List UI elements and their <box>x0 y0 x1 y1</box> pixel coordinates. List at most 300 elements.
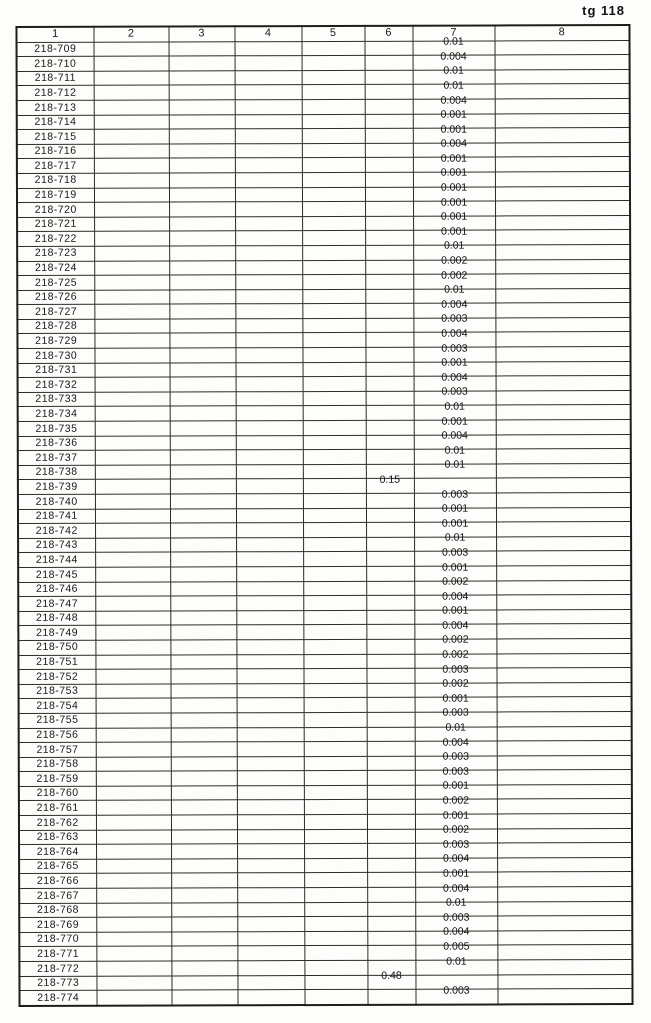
empty-cell <box>304 887 367 902</box>
empty-cell <box>302 158 365 173</box>
row-id-cell <box>17 217 94 232</box>
empty-cell <box>169 348 235 363</box>
row-id-cell <box>18 407 95 422</box>
empty-cell <box>236 552 303 567</box>
row-id-text: 218-774 <box>37 991 80 1004</box>
row-id-cell <box>17 159 94 174</box>
empty-cell <box>237 727 304 742</box>
value-text-col7: 0.01 <box>444 531 466 544</box>
empty-cell <box>237 888 304 903</box>
value-cell-col6 <box>365 55 413 70</box>
row-id-cell <box>17 56 94 71</box>
empty-cell <box>495 55 630 70</box>
empty-cell <box>302 70 365 85</box>
empty-cell <box>235 348 302 363</box>
row-id-text: 218-739 <box>35 480 78 493</box>
empty-cell <box>169 289 235 304</box>
value-text-col7: 0.004 <box>440 50 467 63</box>
empty-cell <box>496 405 631 420</box>
row-id-text: 218-724 <box>34 261 78 274</box>
empty-cell <box>236 581 303 596</box>
empty-cell <box>303 391 366 406</box>
value-cell-col6 <box>366 668 414 683</box>
empty-cell <box>235 202 302 217</box>
row-id-cell <box>18 640 95 655</box>
row-id-text: 218-728 <box>35 320 78 333</box>
row-id-text: 218-717 <box>34 159 77 172</box>
row-id-cell <box>17 115 94 130</box>
value-text-col7: 0.01 <box>446 955 467 968</box>
empty-cell <box>169 41 235 56</box>
empty-cell <box>237 931 304 946</box>
value-text-col6: 0.48 <box>381 969 402 982</box>
empty-cell <box>495 69 630 84</box>
empty-cell <box>237 873 304 888</box>
row-id-text: 218-740 <box>35 495 78 508</box>
row-id-cell <box>19 786 96 801</box>
value-cell-col6 <box>365 231 413 246</box>
empty-cell <box>96 815 171 830</box>
empty-cell <box>94 319 169 334</box>
value-text-col7: 0.004 <box>442 590 469 603</box>
row-id-cell <box>18 567 95 582</box>
empty-cell <box>497 857 632 872</box>
empty-cell <box>303 377 366 392</box>
value-cell-col6 <box>366 493 414 508</box>
empty-cell <box>303 406 366 421</box>
empty-cell <box>495 99 630 114</box>
empty-cell <box>236 625 303 640</box>
value-text-col7: 0.001 <box>440 181 468 194</box>
column-header: 8 <box>494 25 629 41</box>
row-id-cell <box>17 246 94 261</box>
empty-cell <box>495 274 630 289</box>
value-cell-col6 <box>365 216 413 231</box>
empty-cell <box>497 960 632 975</box>
empty-cell <box>169 129 235 144</box>
empty-cell <box>170 640 236 655</box>
value-text-col7: 0.01 <box>443 79 464 92</box>
value-text-col7: 0.01 <box>443 64 464 77</box>
empty-cell <box>96 727 171 742</box>
empty-cell <box>304 756 367 771</box>
value-text-col7: 0.003 <box>442 765 469 778</box>
value-text-col7: 0.003 <box>441 488 469 501</box>
empty-cell <box>496 449 631 464</box>
empty-cell <box>497 755 632 770</box>
empty-cell <box>96 830 171 845</box>
empty-cell <box>497 916 632 931</box>
empty-cell <box>304 698 367 713</box>
value-cell-col6 <box>367 902 415 917</box>
value-cell-col6 <box>366 537 414 552</box>
empty-cell <box>171 727 237 742</box>
row-id-cell <box>17 188 94 203</box>
empty-cell <box>497 887 632 902</box>
value-text-col6: 0.15 <box>379 473 401 486</box>
row-id-cell <box>18 377 95 392</box>
value-cell-col6 <box>366 420 414 435</box>
value-cell-col6 <box>365 70 413 85</box>
empty-cell <box>94 260 169 275</box>
row-id-cell <box>18 363 95 378</box>
value-text-col7: 0.003 <box>442 663 469 676</box>
value-text-col7: 0.001 <box>440 152 468 165</box>
empty-cell <box>236 435 303 450</box>
empty-cell <box>170 392 236 407</box>
row-id-cell <box>17 71 94 86</box>
empty-cell <box>495 157 630 172</box>
row-id-text: 218-761 <box>36 801 79 814</box>
empty-cell <box>496 507 631 522</box>
value-text-col7: 0.004 <box>442 619 469 632</box>
empty-cell <box>303 610 366 625</box>
value-cell-col6 <box>366 449 414 464</box>
empty-cell <box>94 158 169 173</box>
empty-cell <box>235 216 302 231</box>
row-id-text: 218-731 <box>35 363 78 377</box>
empty-cell <box>304 931 367 946</box>
empty-cell <box>237 815 304 830</box>
row-id-cell <box>17 173 94 188</box>
empty-cell <box>497 697 632 712</box>
empty-cell <box>95 363 170 378</box>
empty-cell <box>95 669 170 684</box>
empty-cell <box>96 990 171 1005</box>
table-row <box>19 989 632 1006</box>
row-id-cell <box>17 261 94 276</box>
row-id-cell <box>18 582 95 597</box>
empty-cell <box>496 566 631 581</box>
empty-cell <box>171 756 237 771</box>
value-cell-col6 <box>367 887 415 902</box>
empty-cell <box>170 523 236 538</box>
value-cell-col6 <box>367 756 415 771</box>
value-cell-col6 <box>366 639 414 654</box>
row-id-text: 218-746 <box>35 582 79 596</box>
row-id-text: 218-755 <box>36 714 79 727</box>
empty-cell <box>302 172 365 187</box>
empty-cell <box>302 333 365 348</box>
empty-cell <box>96 698 171 713</box>
value-cell-col6 <box>366 522 414 537</box>
empty-cell <box>495 347 630 362</box>
value-cell-col6 <box>365 201 413 216</box>
column-header: 7 <box>412 25 494 40</box>
empty-cell <box>304 960 367 975</box>
empty-cell <box>302 231 365 246</box>
value-cell-col6 <box>365 158 413 173</box>
empty-cell <box>303 464 366 479</box>
row-id-cell <box>17 100 94 115</box>
empty-cell <box>303 668 366 683</box>
empty-cell <box>95 479 170 494</box>
row-id-cell <box>17 348 94 363</box>
row-id-cell <box>19 961 96 976</box>
empty-cell <box>496 595 631 610</box>
empty-cell <box>95 552 170 567</box>
empty-cell <box>304 727 367 742</box>
empty-cell <box>302 114 365 129</box>
value-text-col7: 0.001 <box>441 517 469 530</box>
empty-cell <box>94 246 169 261</box>
empty-cell <box>94 304 169 319</box>
empty-cell <box>171 946 237 961</box>
empty-cell <box>235 245 302 260</box>
row-id-text: 218-757 <box>36 743 79 756</box>
value-cell-col6 <box>365 99 413 114</box>
empty-cell <box>96 742 171 757</box>
row-id-cell <box>19 947 96 962</box>
empty-cell <box>302 304 365 319</box>
value-text-col7: 0.003 <box>442 750 469 763</box>
empty-cell <box>171 786 237 801</box>
empty-cell <box>497 799 632 814</box>
empty-cell <box>169 202 235 217</box>
empty-cell <box>170 362 236 377</box>
empty-cell <box>495 201 630 216</box>
empty-cell <box>237 756 304 771</box>
value-text-col7: 0.001 <box>442 692 469 705</box>
value-cell-col6 <box>366 610 414 625</box>
empty-cell <box>169 333 235 348</box>
empty-cell <box>94 42 169 57</box>
empty-cell <box>302 318 365 333</box>
empty-cell <box>304 990 367 1005</box>
empty-cell <box>95 655 170 670</box>
empty-cell <box>235 41 302 56</box>
empty-cell <box>236 494 303 509</box>
empty-cell <box>95 640 170 655</box>
empty-cell <box>94 56 169 71</box>
scanned-table-region <box>15 24 633 1007</box>
empty-cell <box>304 785 367 800</box>
empty-cell <box>304 800 367 815</box>
empty-cell <box>237 742 304 757</box>
empty-cell <box>237 829 304 844</box>
value-cell-col6 <box>367 989 415 1004</box>
empty-cell <box>236 537 303 552</box>
value-text-col7: 0.001 <box>442 561 469 574</box>
row-id-cell <box>17 275 94 290</box>
row-id-text: 218-709 <box>34 42 77 56</box>
empty-cell <box>302 41 365 56</box>
value-text-col7: 0.001 <box>440 167 468 180</box>
value-text-col7: 0.001 <box>442 604 469 617</box>
empty-cell <box>303 581 366 596</box>
row-id-text: 218-762 <box>36 816 79 829</box>
row-id-cell <box>18 465 95 480</box>
empty-cell <box>94 217 169 232</box>
value-text-col7: 0.01 <box>445 896 467 909</box>
empty-cell <box>96 873 171 888</box>
empty-cell <box>302 187 365 202</box>
empty-cell <box>170 377 236 392</box>
empty-cell <box>496 624 631 639</box>
row-id-cell <box>18 436 95 451</box>
value-text-col7: 0.002 <box>442 677 469 690</box>
empty-cell <box>237 946 304 961</box>
column-header: 1 <box>16 27 93 42</box>
empty-cell <box>236 464 303 479</box>
empty-cell <box>495 84 630 99</box>
value-cell-col6 <box>367 946 415 961</box>
row-id-text: 218-727 <box>35 305 78 318</box>
value-cell-col6 <box>365 333 413 348</box>
empty-cell <box>169 260 235 275</box>
value-text-col7: 0.002 <box>442 575 469 588</box>
value-text-col7: 0.004 <box>443 882 470 895</box>
empty-cell <box>94 275 169 290</box>
empty-cell <box>495 171 630 186</box>
empty-cell <box>235 114 302 129</box>
empty-cell <box>303 493 366 508</box>
row-id-text: 218-766 <box>36 874 79 887</box>
empty-cell <box>170 654 236 669</box>
empty-cell <box>237 858 304 873</box>
empty-cell <box>235 56 302 71</box>
row-id-text: 218-742 <box>35 524 78 537</box>
empty-cell <box>96 713 171 728</box>
empty-cell <box>302 85 365 100</box>
value-text-col7: 0.002 <box>442 794 470 807</box>
row-id-text: 218-729 <box>35 334 78 347</box>
empty-cell <box>496 536 631 551</box>
row-id-text: 218-719 <box>34 188 77 201</box>
row-id-cell <box>18 480 95 495</box>
empty-cell <box>237 990 304 1005</box>
empty-cell <box>170 421 236 436</box>
empty-cell <box>497 784 632 799</box>
value-cell-col6 <box>366 552 414 567</box>
empty-cell <box>237 902 304 917</box>
value-cell-col6 <box>367 712 415 727</box>
empty-cell <box>497 945 632 960</box>
row-id-text: 218-764 <box>36 845 79 858</box>
empty-cell <box>235 304 302 319</box>
table-body <box>17 35 633 1006</box>
empty-cell <box>237 698 304 713</box>
row-id-cell <box>19 903 96 918</box>
row-id-cell <box>18 538 95 553</box>
empty-cell <box>235 100 302 115</box>
empty-cell <box>495 230 630 245</box>
empty-cell <box>497 682 632 697</box>
value-cell-col6 <box>366 654 414 669</box>
empty-cell <box>95 611 170 626</box>
row-id-cell <box>17 290 94 305</box>
empty-cell <box>170 567 236 582</box>
row-id-text: 218-750 <box>36 641 79 654</box>
empty-cell <box>496 376 631 391</box>
empty-cell <box>171 917 237 932</box>
empty-cell <box>237 975 304 990</box>
value-text-col7: 0.004 <box>443 925 470 938</box>
value-text-col7: 0.003 <box>441 546 469 559</box>
empty-cell <box>95 436 170 451</box>
value-cell-col6 <box>365 245 413 260</box>
empty-cell <box>170 465 236 480</box>
value-text-col7: 0.01 <box>444 458 466 471</box>
row-id-text: 218-745 <box>35 568 78 581</box>
row-id-text: 218-725 <box>34 276 78 289</box>
empty-cell <box>303 552 366 567</box>
row-id-text: 218-715 <box>34 130 77 143</box>
empty-cell <box>169 114 235 129</box>
row-id-cell <box>19 844 96 859</box>
empty-cell <box>171 742 237 757</box>
value-text-col7: 0.003 <box>443 911 470 924</box>
empty-cell <box>96 800 171 815</box>
empty-cell <box>95 450 170 465</box>
value-cell-col6 <box>367 785 415 800</box>
value-text-col7: 0.004 <box>441 298 468 311</box>
row-id-cell <box>18 655 95 670</box>
empty-cell <box>95 523 170 538</box>
value-cell-col6 <box>366 362 414 377</box>
empty-cell <box>235 231 302 246</box>
value-text-col7: 0.005 <box>443 940 470 953</box>
row-id-text: 218-735 <box>35 422 78 435</box>
empty-cell <box>303 420 366 435</box>
row-id-cell <box>17 305 94 320</box>
empty-cell <box>171 932 237 947</box>
empty-cell <box>236 654 303 669</box>
empty-cell <box>303 479 366 494</box>
empty-cell <box>171 844 237 859</box>
value-cell-col6 <box>367 683 415 698</box>
row-id-cell <box>18 523 95 538</box>
empty-cell <box>236 596 303 611</box>
row-id-text: 218-721 <box>34 218 77 231</box>
value-text-col7: 0.002 <box>441 254 468 267</box>
value-cell-col6 <box>366 376 414 391</box>
empty-cell <box>497 814 632 829</box>
empty-cell <box>304 771 367 786</box>
empty-cell <box>495 128 630 143</box>
value-text-col7: 0.003 <box>441 342 468 355</box>
row-id-text: 218-759 <box>36 772 79 785</box>
empty-cell <box>171 859 237 874</box>
empty-cell <box>170 625 236 640</box>
empty-cell <box>495 113 630 128</box>
value-text-col7: 0.003 <box>441 312 468 326</box>
empty-cell <box>169 158 235 173</box>
empty-cell <box>170 508 236 523</box>
empty-cell <box>497 974 632 989</box>
empty-cell <box>171 990 237 1005</box>
empty-cell <box>94 115 169 130</box>
empty-cell <box>303 654 366 669</box>
row-id-cell <box>19 888 96 903</box>
empty-cell <box>496 390 631 405</box>
row-id-text: 218-754 <box>36 699 79 712</box>
empty-cell <box>304 975 367 990</box>
row-id-text: 218-752 <box>36 670 79 683</box>
empty-cell <box>237 683 304 698</box>
row-id-cell <box>19 932 96 947</box>
value-cell-col6 <box>366 625 414 640</box>
empty-cell <box>96 888 171 903</box>
empty-cell <box>95 582 170 597</box>
empty-cell <box>236 421 303 436</box>
empty-cell <box>94 173 169 188</box>
empty-cell <box>169 85 235 100</box>
empty-cell <box>94 333 169 348</box>
value-cell-col6 <box>367 916 415 931</box>
value-cell-col6 <box>366 566 414 581</box>
empty-cell <box>169 71 235 86</box>
